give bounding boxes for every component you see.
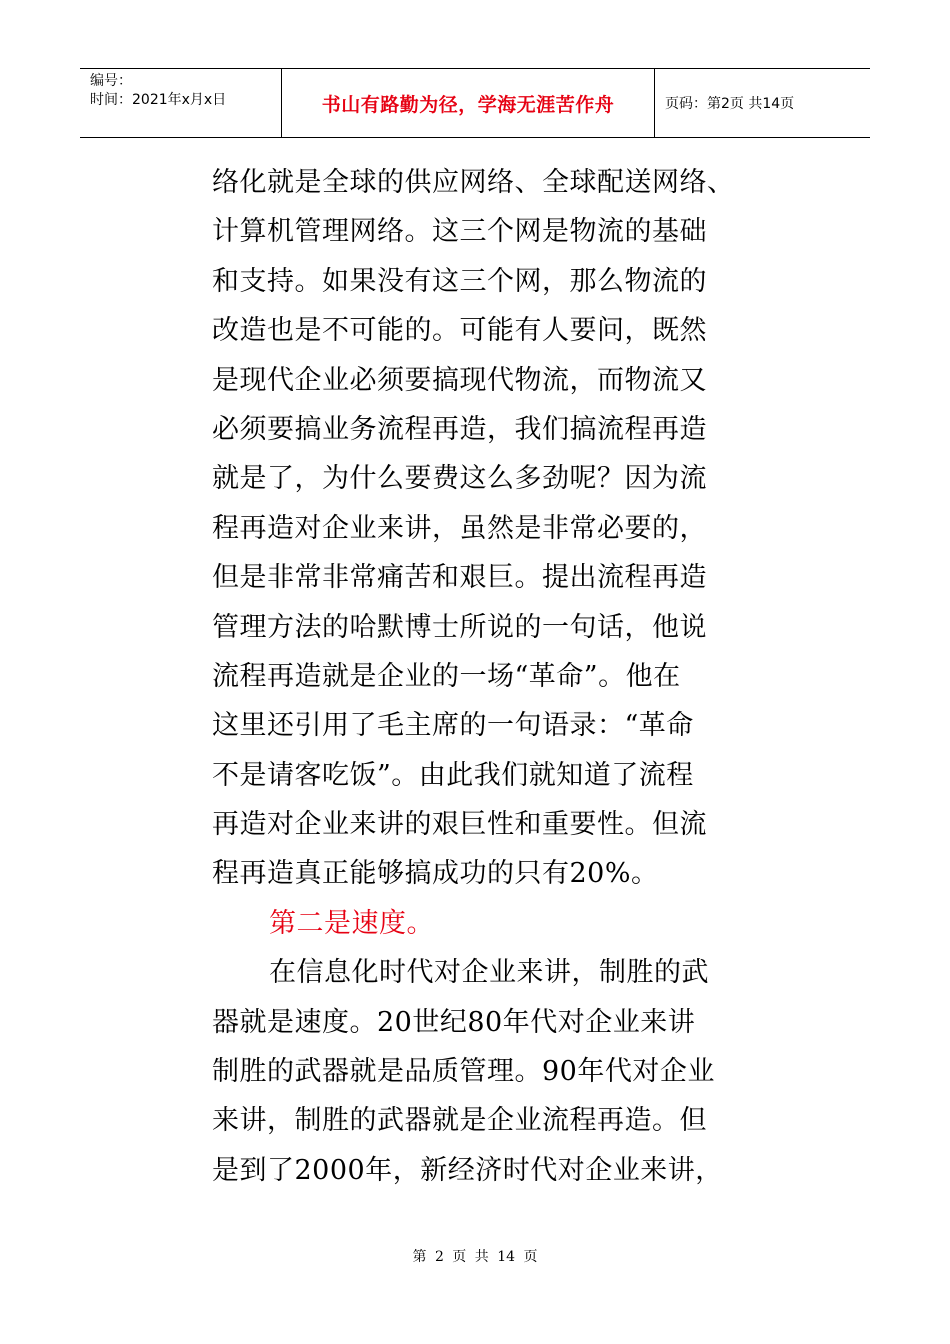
- header-motto: 书山有路勤为径，学海无涯苦作舟: [282, 69, 655, 137]
- page-header: [80, 68, 870, 138]
- body-line: 这里还引用了毛主席的一句语录：“革命: [212, 710, 694, 742]
- body-line: 但是非常非常痛苦和艰巨。提出流程再造: [212, 562, 707, 594]
- body-line: 和支持。如果没有这三个网，那么物流的: [212, 265, 707, 297]
- body-line: 就是了，为什么要费这么多劲呢？因为流: [212, 463, 707, 495]
- body-line: 必须要搞业务流程再造，我们搞流程再造: [212, 413, 707, 445]
- body-line: 是到了2000年，新经济时代对企业来讲，: [212, 1154, 723, 1186]
- body-line: 管理方法的哈默博士所说的一句话，他说: [212, 611, 707, 643]
- body-line: 制胜的武器就是品质管理。90年代对企业: [212, 1056, 715, 1088]
- body-line: 程再造对企业来讲，虽然是非常必要的，: [212, 512, 707, 544]
- header-meta-cell: [80, 69, 282, 137]
- body-line: 不是请客吃饭”。由此我们就知道了流程: [212, 759, 694, 791]
- section-heading: 第二是速度。: [269, 907, 434, 939]
- document-body: [212, 158, 752, 1195]
- body-line: 再造对企业来讲的艰巨性和重要性。但流: [212, 809, 707, 841]
- body-line: 计算机管理网络。这三个网是物流的基础: [212, 216, 707, 248]
- body-line: 是现代企业必须要搞现代物流，而物流又: [212, 364, 707, 396]
- body-line: 器就是速度。20世纪80年代对企业来讲: [212, 1006, 696, 1038]
- body-line: 在信息化时代对企业来讲，制胜的武: [269, 957, 709, 989]
- body-line: 程再造真正能够搞成功的只有20%。: [212, 858, 659, 890]
- body-line: 来讲，制胜的武器就是企业流程再造。但: [212, 1105, 707, 1137]
- header-page-info: 页码：第2页 共14页: [665, 96, 795, 112]
- document-number-label: 编号：: [90, 73, 132, 89]
- page-footer: 第 2 页 共 14 页: [412, 1249, 538, 1265]
- body-line: 改造也是不可能的。可能有人要问，既然: [212, 315, 707, 347]
- body-line: 流程再造就是企业的一场“革命”。他在: [212, 660, 681, 692]
- document-time-label: 时间：2021年x月x日: [90, 92, 227, 108]
- body-line: 络化就是全球的供应网络、全球配送网络、: [212, 167, 735, 198]
